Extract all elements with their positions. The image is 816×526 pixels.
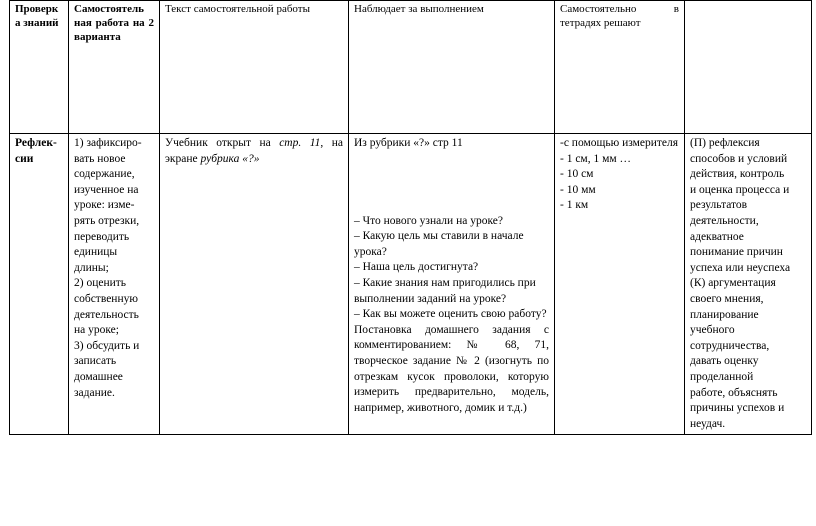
question-item: – Какие знания нам пригодились при выполнении заданий на уроке?: [354, 276, 536, 305]
measurement-line: -с помощью измерителя: [560, 137, 679, 149]
uud-line: проделанной: [690, 370, 754, 383]
uud-line: результатов: [690, 199, 748, 212]
goal-line: деятельность: [74, 308, 139, 321]
header-cell-text: Текст самостоятельной работы: [160, 1, 349, 134]
goal-line: рять отрезки,: [74, 214, 140, 227]
table-row: [10, 134, 812, 435]
question-item: – Что нового узнали на уроке?: [354, 214, 503, 227]
uud-line: сотрудничества,: [690, 339, 770, 352]
uud-line: планирование: [690, 308, 759, 321]
uud-line: (П) рефлексия: [690, 137, 760, 149]
measurement-line: - 1 км: [560, 199, 589, 212]
textbook-page: стр. 11: [279, 137, 321, 149]
uud-line: учебного: [690, 324, 735, 337]
measurement-line: - 10 мм: [560, 183, 596, 196]
measurement-line: - 1 см, 1 мм …: [560, 152, 632, 165]
uud-line: успеха или неуспеха: [690, 261, 791, 274]
goal-line: записать: [74, 355, 117, 368]
uud-line: адекватное: [690, 230, 744, 243]
goal-line: собственную: [74, 292, 138, 305]
uud-line: работе, объяснять: [690, 386, 778, 399]
measurement-line: - 10 см: [560, 168, 594, 181]
goal-line: содержание,: [74, 168, 135, 181]
textbook-text: , на экране: [165, 137, 343, 165]
cell-textbook: [160, 134, 349, 435]
cell-measurements: [555, 134, 685, 435]
question-item: – Какую цель мы ставили в начале урока?: [354, 230, 524, 258]
goal-line: изученное на: [74, 183, 139, 196]
uud-line: (К) аргументация: [690, 277, 776, 290]
rubric-line: Из рубрики «?» стр 11: [354, 137, 463, 149]
cell-questions: [349, 134, 555, 435]
question-item: – Наша цель достигнута?: [354, 261, 479, 274]
uud-line: причины успехов и: [690, 402, 785, 415]
goal-line: переводить: [74, 230, 130, 243]
goal-line: уроке: изме-: [74, 199, 135, 212]
header-text: Самостоятельно: [560, 3, 637, 15]
header-cell-check: Проверк а знаний: [10, 1, 69, 134]
uud-line: неудач.: [690, 417, 726, 430]
spacer: [354, 152, 549, 214]
uud-line: понимание причин: [690, 246, 783, 259]
textbook-rubric: рубрика «?»: [200, 152, 260, 165]
question-item: – Как вы можете оценить свою работу?: [354, 308, 547, 321]
goal-line: единицы: [74, 246, 118, 259]
cell-reflection: Рефлек-сии: [10, 134, 69, 435]
textbook-text: Учебник открыт на: [165, 137, 271, 149]
cell-uud: [685, 134, 812, 435]
goal-line: домашнее: [74, 370, 123, 383]
header-text: тетрадях решают: [560, 16, 641, 29]
homework-text: Постановка домашнего задания с комментированием: № 68, 71, творческое задание № 2 (изогнуть по отрезкам кусок проволоки, которую измерить предварительно, модель, например, животного, домик и т.д.): [354, 323, 549, 414]
uud-line: и оценка процесса и: [690, 183, 790, 196]
goal-line: 1) зафиксиро-: [74, 137, 142, 149]
table-row: [10, 1, 812, 134]
header-cell-empty: [685, 1, 812, 134]
header-cell-observe: Наблюдает за выполнением: [349, 1, 555, 134]
goal-line: вать новое: [74, 152, 126, 165]
cell-goals: [69, 134, 160, 435]
uud-line: деятельности,: [690, 214, 759, 227]
uud-line: своего мнения,: [690, 292, 764, 305]
goal-line: задание.: [74, 386, 115, 399]
goal-line: 3) обсудить и: [74, 339, 140, 352]
uud-line: давать оценку: [690, 355, 759, 368]
lesson-plan-table: [9, 0, 812, 435]
header-cell-independent-work: Самостоятель ная работа на 2 варианта: [69, 1, 160, 134]
uud-line: способов и условий: [690, 152, 788, 165]
header-text: в: [673, 3, 679, 15]
header-cell-self-solve: [555, 1, 685, 134]
goal-line: длины;: [74, 261, 109, 274]
goal-line: на уроке;: [74, 324, 119, 337]
goal-line: 2) оценить: [74, 277, 127, 290]
uud-line: действия, контроль: [690, 168, 785, 181]
